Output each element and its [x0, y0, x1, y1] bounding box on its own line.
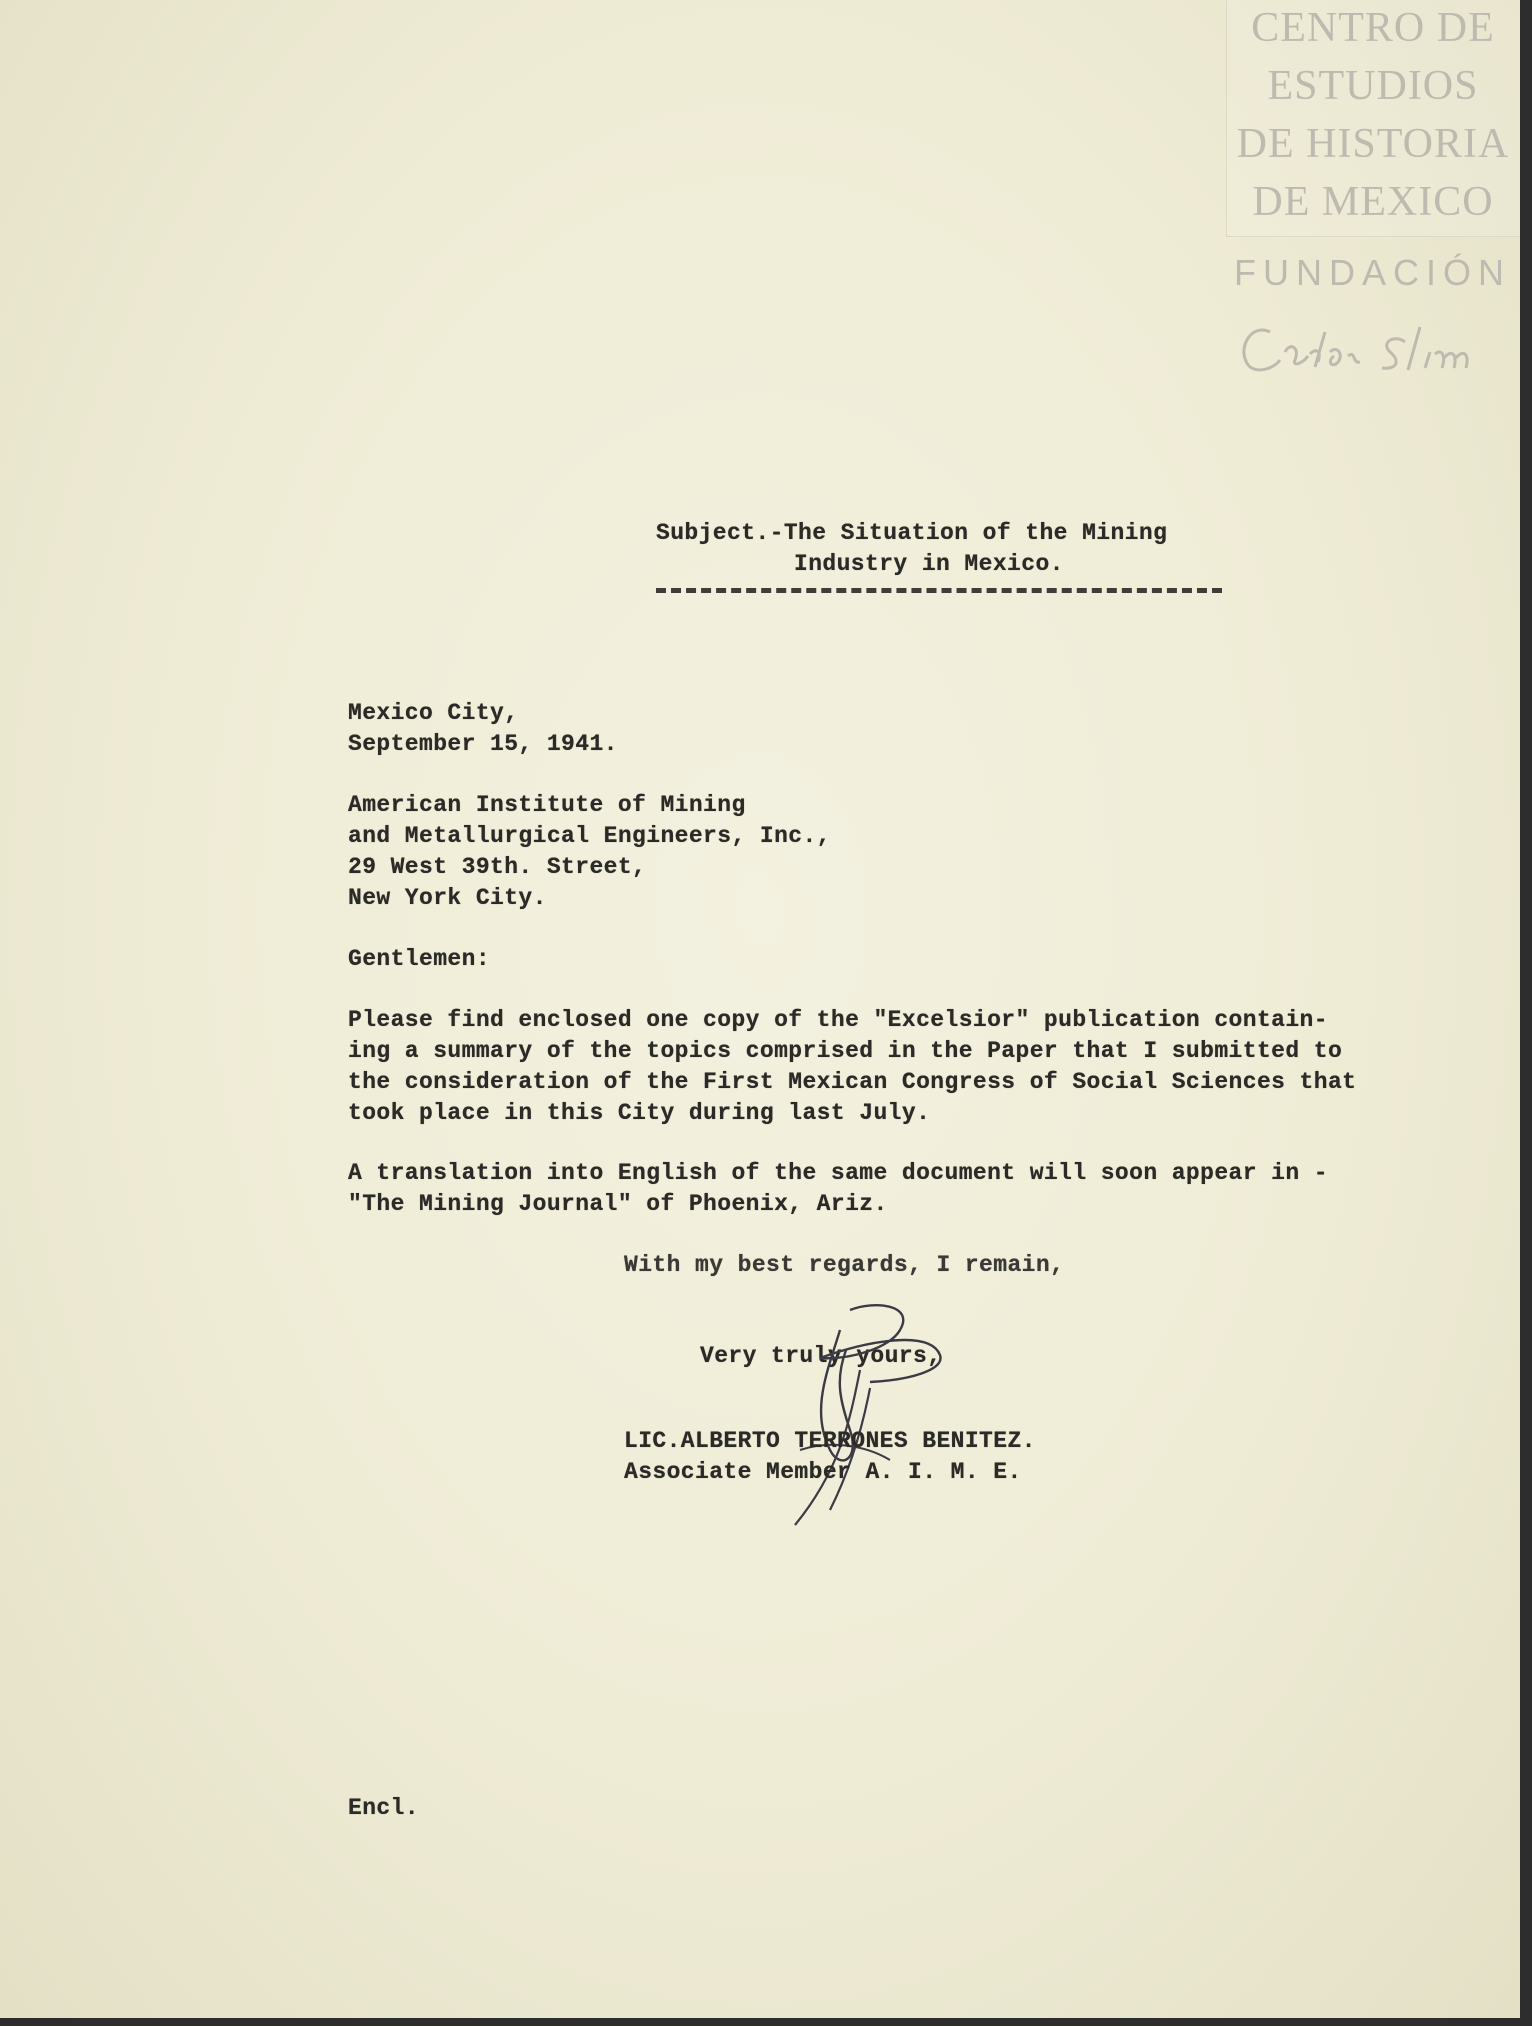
closing-valediction: Very truly yours, [700, 1343, 942, 1369]
recipient-line-2: and Metallurgical Engineers, Inc., [348, 823, 831, 849]
salutation: Gentlemen: [348, 946, 491, 972]
closing-regards: With my best regards, I remain, [624, 1252, 1065, 1278]
stamp-foundation: FUNDACIÓN [1234, 252, 1511, 293]
paragraph-1-line-1: Please find enclosed one copy of the "Excelsior" publication contain- [348, 1007, 1328, 1033]
stamp-line-2: ESTUDIOS [1267, 63, 1479, 109]
subject-line-2: Industry in Mexico. [794, 551, 1064, 577]
paragraph-1-line-3: the consideration of the First Mexican Congress of Social Sciences that [348, 1069, 1357, 1095]
recipient-line-4: New York City. [348, 885, 547, 911]
subject-underline [656, 588, 1222, 603]
enclosure-note: Encl. [348, 1795, 420, 1821]
recipient-line-1: American Institute of Mining [348, 792, 746, 818]
signer-title: Associate Member A. I. M. E. [624, 1459, 1022, 1485]
stamp-line-1: CENTRO DE [1251, 5, 1495, 51]
paragraph-1-line-4: took place in this City during last July. [348, 1100, 931, 1126]
recipient-line-3: 29 West 39th. Street, [348, 854, 647, 880]
date-line: September 15, 1941. [348, 731, 618, 757]
stamp-signature-logo [1230, 312, 1520, 382]
paragraph-2-line-1: A translation into English of the same document will soon appear in - [348, 1160, 1328, 1186]
paragraph-1-line-2: ing a summary of the topics comprised in the Paper that I submitted to [348, 1038, 1343, 1064]
paragraph-2-line-2: "The Mining Journal" of Phoenix, Ariz. [348, 1191, 888, 1217]
place-line: Mexico City, [348, 700, 519, 726]
stamp-line-3: DE HISTORIA [1236, 121, 1510, 167]
scan-edge-right [1520, 0, 1532, 2026]
stamp-line-4: DE MEXICO [1252, 179, 1494, 225]
handwritten-signature [700, 1270, 1000, 1530]
scan-edge-bottom [0, 2018, 1532, 2026]
signer-name: LIC.ALBERTO TERRONES BENITEZ. [624, 1428, 1036, 1454]
subject-line-1: Subject.-The Situation of the Mining [656, 520, 1168, 546]
